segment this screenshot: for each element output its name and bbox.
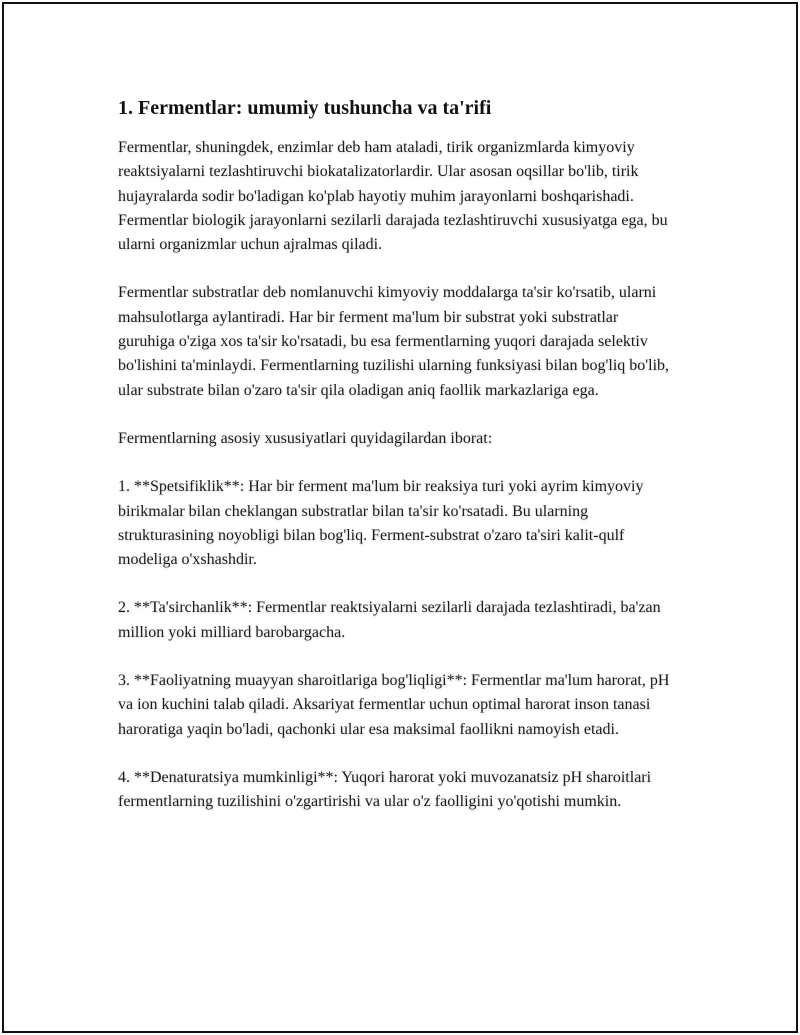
list-item-denaturation: 4. **Denaturatsiya mumkinligi**: Yuqori harorat yoki muvozanatsiz pH sharoitlari fermentlarning tuzilishini o'zgartirishi va ular o'z faolligini yo'qotishi mumkin. (118, 768, 652, 811)
list-item-specificity: 1. **Spetsifiklik**: Har bir ferment ma'lum bir reaksiya turi yoki ayrim kimyoviy birikmalar bilan cheklangan substratlar bilan ta'sir ko'rsatadi. Bu ularning strukturasining noyobligi bilan bog'liq. Ferment-substrat o'zaro ta'siri kalit-qulf modeliga o'xshashdir. (118, 478, 644, 569)
list-item-efficiency: 2. **Ta'sirchanlik**: Fermentlar reaktsiyalarni sezilarli darajada tezlashtiradi, ba'zan million yoki milliard barobargacha. (118, 599, 661, 641)
document-body (118, 94, 678, 815)
list-item-conditions: 3. **Faoliyatning muayyan sharoitlariga bog'liqligi**: Fermentlar ma'lum harorat, pH va ion kuchini talab qiladi. Aksariyat fermentlar uchun optimal harorat inson tanasi haroratiga yaqin bo'ladi, qachonki ular esa maksimal faollikni namoyish etadi. (118, 672, 670, 738)
paragraph-properties-intro: Fermentlarning asosiy xususiyatlari quyidagilardan iborat: (118, 429, 493, 447)
paragraph-substrates: Fermentlar substratlar deb nomlanuvchi kimyoviy moddalarga ta'sir ko'rsatib, ularni mahsulotlarga aylantiradi. Har bir ferment ma'lum bir substrat yoki substratlar guruhiga o'ziga xos ta'sir ko'rsatadi, bu esa fermentlarning yuqori darajada selektiv bo'lishini ta'minlaydi. Fermentlarning tuzilishi ularning funksiyasi bilan bog'liq bo'lib, ular substrate bilan o'zaro ta'sir qila oladigan aniq faollik markazlariga ega. (118, 284, 670, 399)
section-heading: 1. Fermentlar: umumiy tushuncha va ta'rifi (118, 97, 492, 119)
paragraph-intro: Fermentlar, shuningdek, enzimlar deb ham ataladi, tirik organizmlarda kimyoviy reaktsiyalarni tezlashtiruvchi biokatalizatorlardir. Ular asosan oqsillar bo'lib, tirik hujayralarda sodir bo'ladigan ko'plab hayotiy muhim jarayonlarni boshqarishadi. Fermentlar biologik jarayonlarni sezilarli darajada tezlashtiruvchi xususiyatga ega, bu ularni organizmlar uchun ajralmas qiladi. (118, 139, 668, 254)
